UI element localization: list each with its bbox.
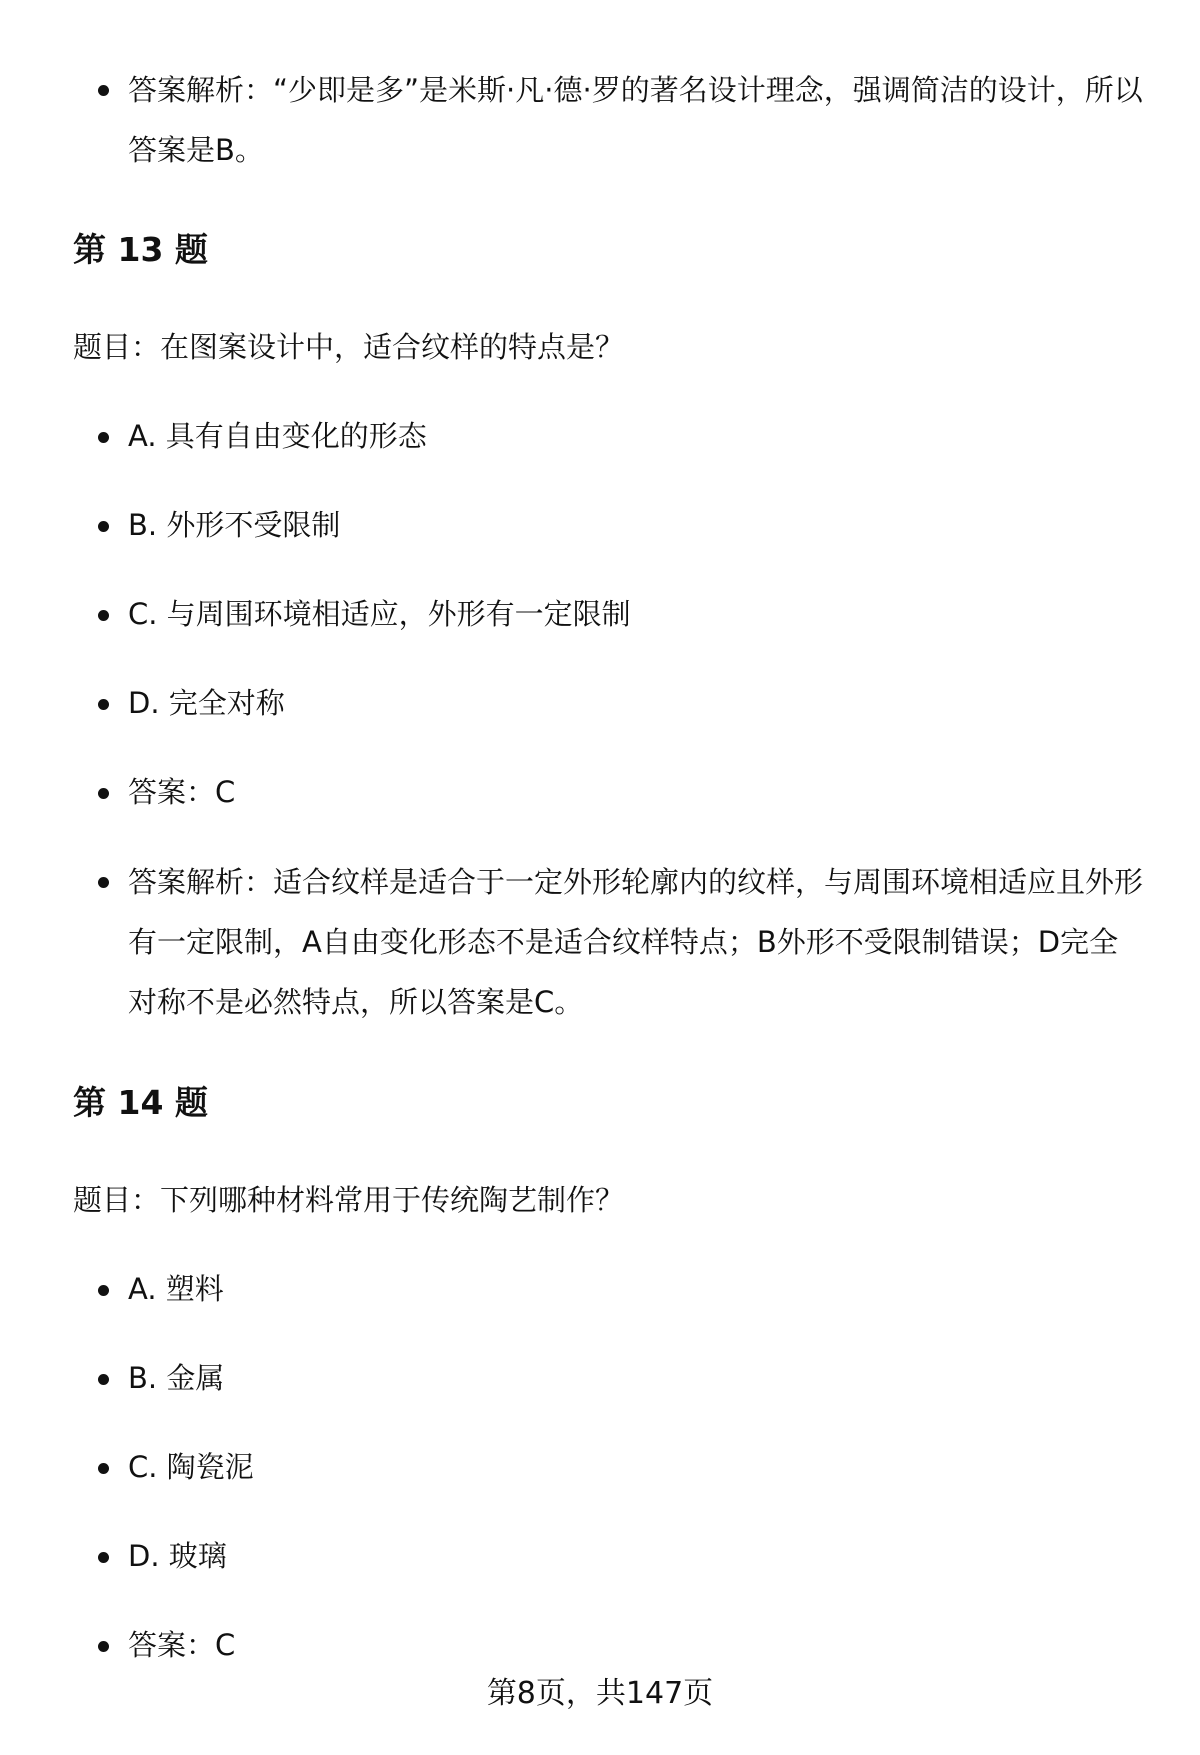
bullet-icon	[98, 85, 109, 96]
question-14-answer: 答案：C	[128, 1628, 236, 1662]
bullet-icon	[98, 432, 109, 443]
question-14-heading: 第 14 题	[73, 1083, 208, 1122]
question-13-analysis: 答案解析：适合纹样是适合于一定外形轮廓内的纹样，与周围环境相适应且外形有一定限制，A自由变化形态不是适合纹样特点；B外形不受限制错误；D完全对称不是必然特点，所以答案是C。	[128, 865, 1144, 1019]
question-13-option-c: C. 与周围环境相适应，外形有一定限制	[128, 597, 631, 631]
bullet-icon	[98, 610, 109, 621]
question-13-option-b: B. 外形不受限制	[128, 508, 341, 542]
bullet-icon	[98, 1374, 109, 1385]
prev-answer-analysis: 答案解析：“少即是多”是米斯·凡·德·罗的著名设计理念，强调简洁的设计，所以答案是B。	[128, 73, 1143, 167]
question-14-option-a: A. 塑料	[128, 1272, 224, 1306]
bullet-icon	[98, 1641, 109, 1652]
bullet-icon	[98, 521, 109, 532]
bullet-icon	[98, 788, 109, 799]
question-14-option-c: C. 陶瓷泥	[128, 1450, 254, 1484]
question-14-option-d: D. 玻璃	[128, 1539, 227, 1573]
bullet-icon	[98, 1552, 109, 1563]
question-13-stem: 题目：在图案设计中，适合纹样的特点是？	[73, 330, 625, 364]
question-13-answer: 答案：C	[128, 775, 236, 809]
question-13-heading: 第 13 题	[73, 230, 208, 269]
page-number-footer: 第8页，共147页	[486, 1676, 714, 1711]
question-14-stem: 题目：下列哪种材料常用于传统陶艺制作？	[73, 1183, 625, 1217]
bullet-icon	[98, 1285, 109, 1296]
bullet-icon	[98, 1463, 109, 1474]
question-14-option-b: B. 金属	[128, 1361, 225, 1395]
question-13-option-d: D. 完全对称	[128, 686, 285, 720]
bullet-icon	[98, 877, 109, 888]
bullet-icon	[98, 699, 109, 710]
question-13-option-a: A. 具有自由变化的形态	[128, 419, 427, 453]
